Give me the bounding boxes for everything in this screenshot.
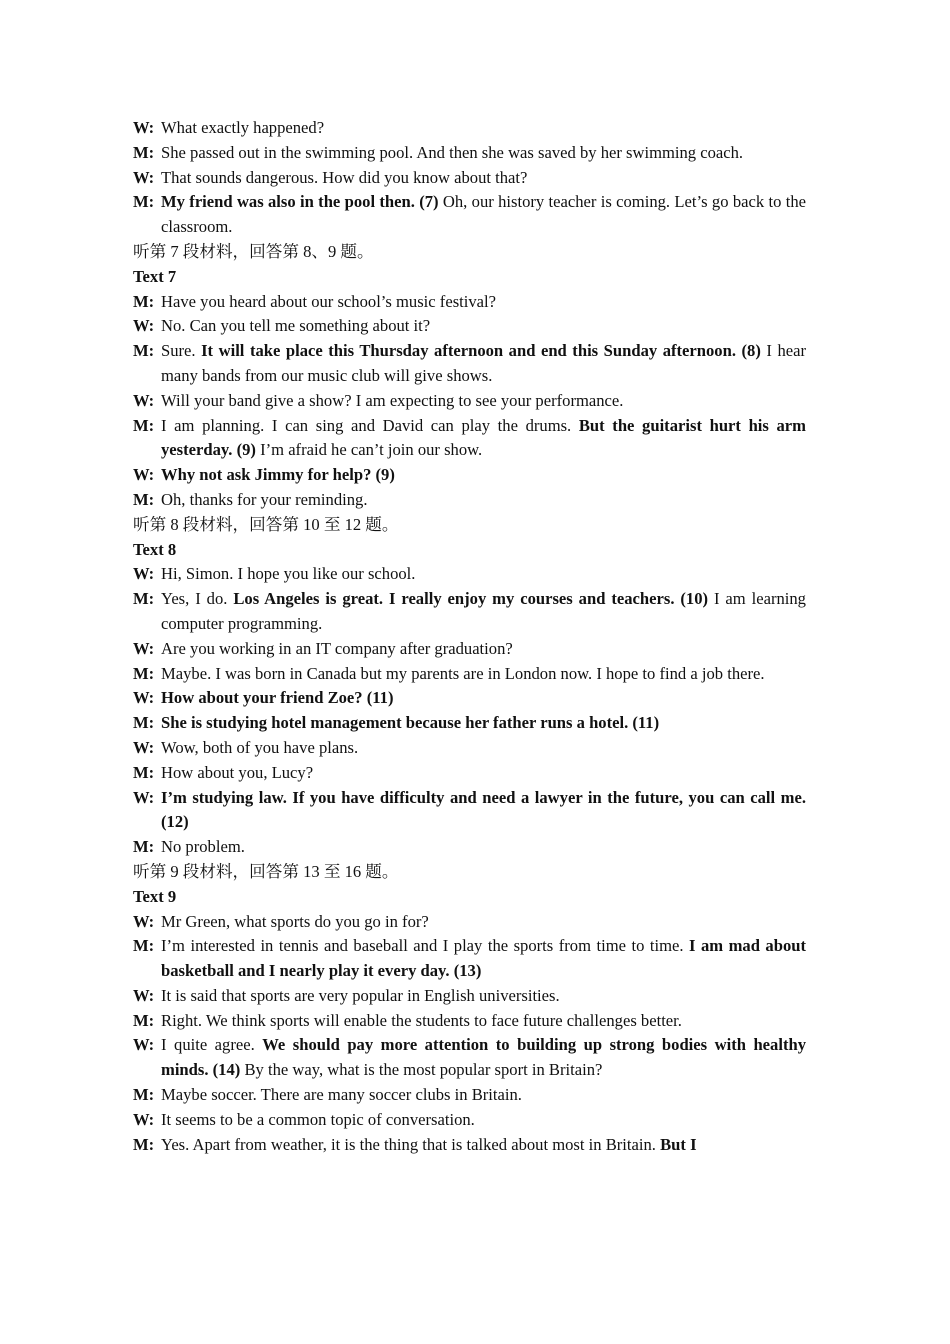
answer-key-text: She is studying hotel management because her father runs a hotel. (11): [161, 713, 660, 733]
dialogue-segment: By the way, what is the most popular sport in Britain?: [240, 1060, 603, 1080]
dialogue-segment: Maybe. I was born in Canada but my parents are in London now. I hope to find a job there.: [161, 663, 765, 683]
dialogue-segment: Yes, I do.: [161, 589, 234, 609]
speaker-label: W:: [133, 1035, 155, 1055]
dialogue-line: [133, 414, 806, 464]
dialogue-segment: Maybe soccer. There are many soccer clubs in Britain.: [161, 1085, 522, 1105]
dialogue-line: [133, 686, 806, 711]
dialogue-segment: I’m afraid he can’t join our show.: [255, 440, 483, 460]
dialogue-text: [161, 786, 806, 836]
dialogue-segment: I quite agree.: [161, 1035, 263, 1055]
dialogue-segment: Are you working in an IT company after graduation?: [161, 638, 513, 658]
dialogue-text: [161, 736, 806, 761]
dialogue-segment: Oh, our history teacher is coming. Let’s go back to the classroom.: [161, 192, 806, 237]
speaker-label: M:: [133, 192, 155, 212]
speaker-label: M:: [133, 415, 155, 435]
speaker-label: W:: [133, 465, 155, 485]
speaker-label: W:: [133, 911, 155, 931]
dialogue-segment: What exactly happened?: [161, 118, 325, 137]
dialogue-segment: I am learning computer programming.: [161, 589, 806, 633]
speaker-label: W:: [133, 638, 155, 658]
speaker-label: M:: [133, 762, 155, 782]
dialogue-line: [133, 1033, 806, 1083]
dialogue-text: [161, 587, 806, 637]
dialogue-text: [161, 984, 806, 1009]
speaker-label: W:: [133, 688, 155, 708]
speaker-label: M:: [133, 1085, 155, 1105]
dialogue-text: [161, 190, 806, 240]
dialogue-segment: Wow, both of you have plans.: [161, 737, 359, 757]
answer-key-text: But I: [660, 1134, 697, 1154]
dialogue-text: [161, 314, 806, 339]
dialogue-line: [133, 389, 806, 414]
answer-key-text: We should pay more attention to building up strong bodies with healthy minds. (14): [161, 1035, 807, 1080]
speaker-label: M:: [133, 1134, 155, 1154]
dialogue-segment: Hi, Simon. I hope you like our school.: [161, 564, 416, 584]
speaker-label: W:: [133, 1109, 155, 1129]
dialogue-line: [133, 339, 806, 389]
dialogue-text: [161, 141, 806, 166]
dialogue-line: [133, 587, 806, 637]
answer-key-text: I’m studying law. If you have difficulty and need a lawyer in the future, you can call me. (12): [161, 787, 806, 832]
answer-key-text: Why not ask Jimmy for help? (9): [161, 465, 395, 485]
dialogue-text: [161, 562, 806, 587]
text-title: Text 9: [133, 886, 177, 906]
dialogue-segment: Right. We think sports will enable the students to face future challenges better.: [161, 1010, 682, 1030]
dialogue-segment: How about you, Lucy?: [161, 762, 314, 782]
dialogue-segment: That sounds dangerous. How did you know about that?: [161, 167, 528, 187]
dialogue-line: [133, 290, 806, 315]
dialogue-text: [161, 662, 806, 687]
dialogue-line: [133, 166, 806, 191]
section-instruction: 听第 8 段材料，回答第 10 至 12 题。: [133, 514, 399, 534]
answer-key-text: But the guitarist hurt his arm yesterday. (9): [161, 415, 806, 460]
dialogue-line: [133, 141, 806, 166]
dialogue-text: [161, 166, 806, 191]
answer-key-text: It will take place this Thursday afternoon and end this Sunday afternoon. (8): [201, 341, 761, 361]
dialogue-segment: I hear many bands from our music club will give shows.: [161, 341, 806, 385]
answer-key-text: How about your friend Zoe? (11): [161, 688, 394, 708]
dialogue-line: [133, 562, 806, 587]
dialogue-text: [161, 934, 806, 984]
dialogue-line: [133, 488, 806, 513]
section-instruction: 听第 7 段材料，回答第 8、9 题。: [133, 241, 374, 261]
speaker-label: W:: [133, 316, 155, 336]
dialogue-text: [161, 463, 806, 488]
dialogue-line: [133, 910, 806, 935]
text-title: Text 7: [133, 266, 177, 286]
speaker-label: W:: [133, 787, 155, 807]
dialogue-segment: No problem.: [161, 837, 245, 857]
dialogue-text: [161, 1083, 806, 1108]
dialogue-segment: It is said that sports are very popular in English universities.: [161, 985, 560, 1005]
speaker-label: W:: [133, 985, 155, 1005]
answer-key-text: Los Angeles is great. I really enjoy my courses and teachers. (10): [233, 589, 709, 609]
speaker-label: M:: [133, 936, 155, 956]
dialogue-text: [161, 835, 806, 860]
dialogue-segment: No. Can you tell me something about it?: [161, 316, 431, 336]
section-instruction: 听第 9 段材料，回答第 13 至 16 题。: [133, 861, 399, 881]
dialogue-text: [161, 488, 806, 513]
dialogue-text: [161, 1108, 806, 1133]
dialogue-text: [161, 290, 806, 315]
speaker-label: M:: [133, 589, 155, 609]
dialogue-line: [133, 761, 806, 786]
dialogue-segment: Yes. Apart from weather, it is the thing that is talked about most in Britain.: [161, 1134, 661, 1154]
dialogue-segment: Sure.: [161, 341, 202, 361]
dialogue-line: [133, 662, 806, 687]
dialogue-line: [133, 835, 806, 860]
dialogue-text: [161, 389, 806, 414]
dialogue-line: [133, 637, 806, 662]
speaker-label: W:: [133, 390, 155, 410]
dialogue-line: [133, 463, 806, 488]
speaker-label: M:: [133, 142, 155, 162]
speaker-label: M:: [133, 1010, 155, 1030]
speaker-label: W:: [133, 737, 155, 757]
dialogue-line: [133, 1009, 806, 1034]
speaker-label: M:: [133, 341, 155, 361]
dialogue-text: [161, 910, 806, 935]
speaker-label: M:: [133, 291, 155, 311]
speaker-label: M:: [133, 489, 155, 509]
dialogue-line: [133, 786, 806, 836]
dialogue-text: [161, 761, 806, 786]
dialogue-text: [161, 686, 806, 711]
text-title: Text 8: [133, 539, 177, 559]
dialogue-line: [133, 711, 806, 736]
dialogue-line: [133, 116, 806, 141]
dialogue-line: [133, 1108, 806, 1133]
speaker-label: W:: [133, 564, 155, 584]
dialogue-line: [133, 736, 806, 761]
dialogue-line: [133, 934, 806, 984]
dialogue-text: [161, 414, 806, 464]
dialogue-line: [133, 1133, 806, 1158]
dialogue-segment: She passed out in the swimming pool. And then she was saved by her swimming coach.: [161, 142, 744, 162]
dialogue-text: [161, 339, 806, 389]
speaker-label: M:: [133, 713, 155, 733]
dialogue-line: [133, 1083, 806, 1108]
dialogue-text: [161, 116, 806, 141]
dialogue-line: [133, 314, 806, 339]
speaker-label: W:: [133, 118, 155, 137]
speaker-label: M:: [133, 663, 155, 683]
dialogue-text: [161, 637, 806, 662]
dialogue-line: [133, 984, 806, 1009]
dialogue-text: [161, 1033, 806, 1083]
dialogue-segment: Will your band give a show? I am expecting to see your performance.: [161, 390, 624, 410]
dialogue-text: [161, 711, 806, 736]
speaker-label: W:: [133, 167, 155, 187]
speaker-label: M:: [133, 837, 155, 857]
dialogue-segment: I am planning. I can sing and David can play the drums.: [161, 415, 579, 435]
dialogue-text: [161, 1133, 806, 1158]
dialogue-segment: Have you heard about our school’s music festival?: [161, 291, 497, 311]
dialogue-line: [133, 190, 806, 240]
answer-key-text: My friend was also in the pool then. (7): [161, 192, 439, 212]
dialogue-text: [161, 1009, 806, 1034]
dialogue-segment: Mr Green, what sports do you go in for?: [161, 911, 429, 931]
answer-key-text: I am mad about basketball and I nearly play it every day. (13): [161, 936, 806, 981]
dialogue-segment: Oh, thanks for your reminding.: [161, 489, 368, 509]
dialogue-segment: I’m interested in tennis and baseball and I play the sports from time to time.: [161, 936, 690, 956]
dialogue-segment: It seems to be a common topic of conversation.: [161, 1109, 475, 1129]
transcript-body: [133, 116, 806, 1157]
